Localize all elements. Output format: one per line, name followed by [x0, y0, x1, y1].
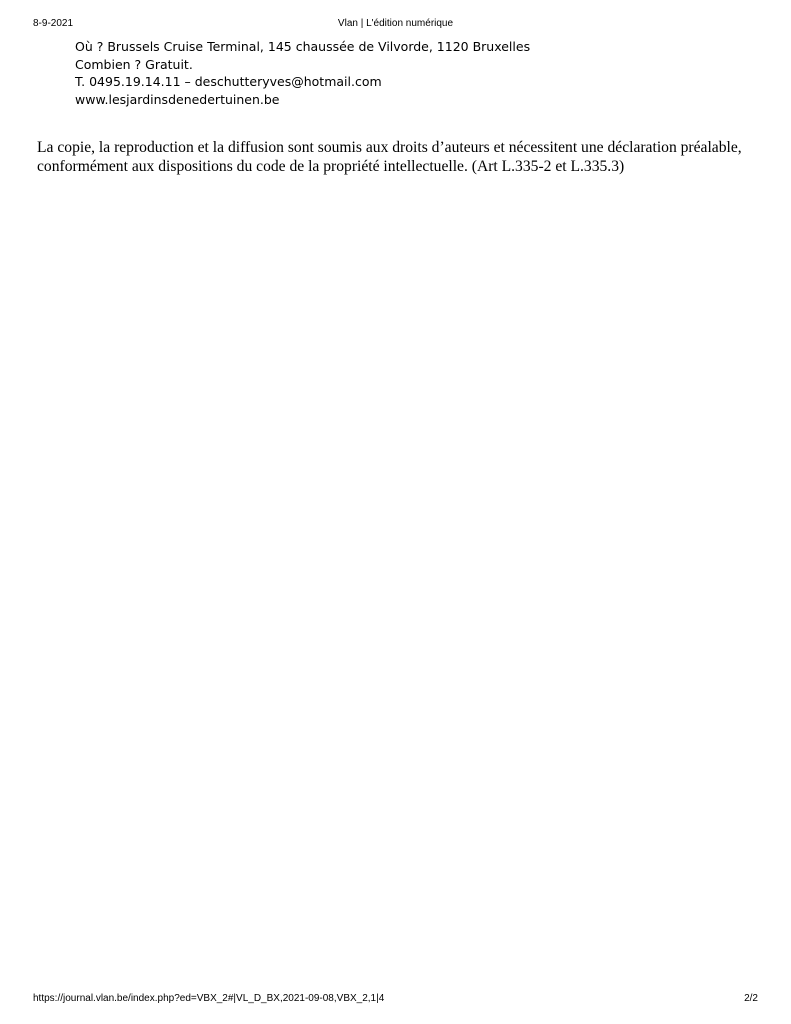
event-info-block: [75, 38, 755, 108]
event-price: Combien ? Gratuit.: [75, 56, 193, 72]
event-contact: T. 0495.19.14.11 – deschutteryves@hotmail.com: [75, 74, 382, 89]
print-page-title: Vlan | L'édition numérique: [337, 18, 454, 29]
copyright-line: La copie, la reproduction et la diffusion sont soumis aux droits d’auteurs et nécessitent une déclaration préalable,: [37, 139, 742, 156]
copyright-line: conformément aux dispositions du code de la propriété intellectuelle. (Art L.335-2 et L.335.3): [37, 158, 625, 175]
print-source-url: https://journal.vlan.be/index.php?ed=VBX_2#|VL_D_BX,2021-09-08,VBX_2,1|4: [33, 993, 385, 1004]
event-website: www.lesjardinsdenedertuinen.be: [75, 91, 280, 107]
event-location: Où ? Brussels Cruise Terminal, 145 chaussée de Vilvorde, 1120 Bruxelles: [75, 39, 531, 54]
print-date: 8-9-2021: [33, 18, 74, 29]
copyright-notice: [37, 138, 767, 176]
page-number: 2/2: [744, 993, 758, 1004]
